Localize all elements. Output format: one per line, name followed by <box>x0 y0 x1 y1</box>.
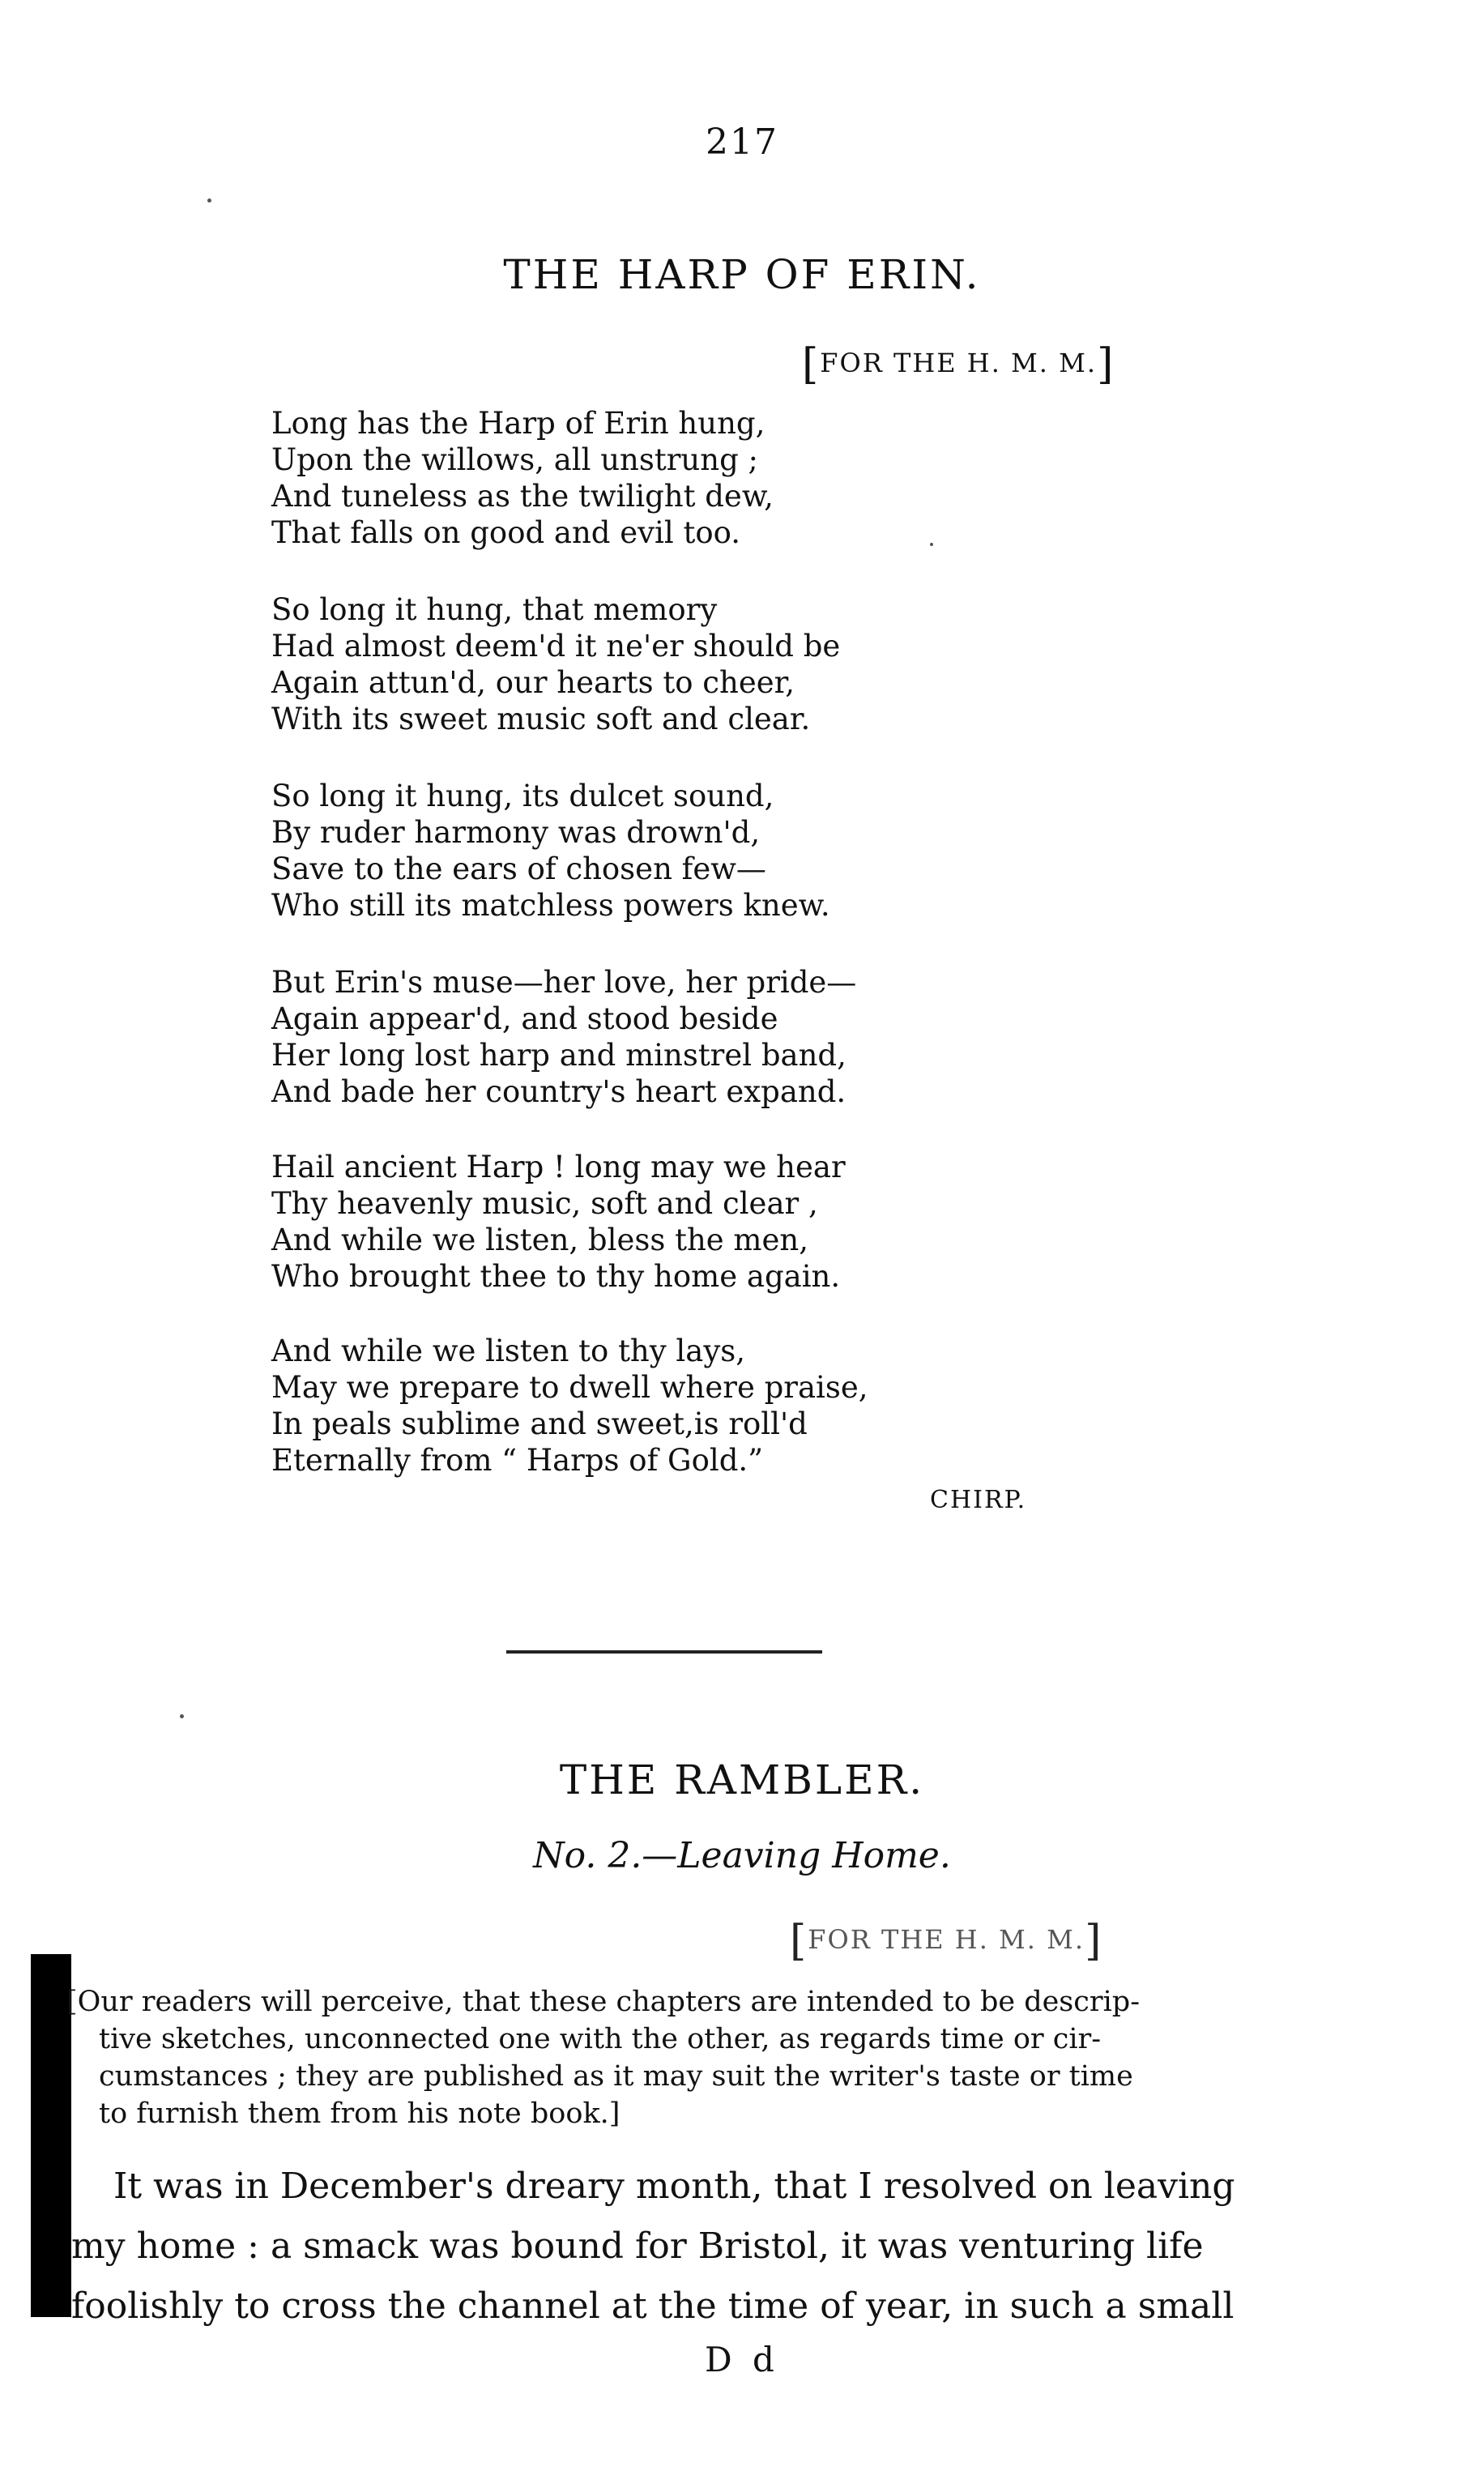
essay-subtitle: No. 2.—Leaving Home. <box>533 1835 951 1876</box>
poem-line: So long it hung, that memory <box>271 592 718 627</box>
stanza-1 <box>271 405 774 551</box>
poem-line: Who still its matchless powers knew. <box>271 888 830 923</box>
page-number: 217 <box>706 122 778 163</box>
stanza-5 <box>271 1149 846 1295</box>
essay-body <box>71 2157 1235 2337</box>
poem-line: Hail ancient Harp ! long may we hear <box>271 1150 846 1184</box>
poem-line: Her long lost harp and minstrel band, <box>271 1038 846 1073</box>
poem-line: And tuneless as the twilight dew, <box>271 479 774 514</box>
poem-line: And bade her country's heart expand. <box>271 1074 846 1109</box>
section-divider <box>506 1650 822 1654</box>
poem-line: May we prepare to dwell where praise, <box>271 1370 868 1405</box>
margin-bar <box>31 1954 71 2317</box>
poem-line: And while we listen, bless the men, <box>271 1223 809 1257</box>
poem-line: Upon the willows, all unstrung ; <box>271 442 758 477</box>
ink-speck <box>180 1714 184 1718</box>
note-line: cumstances ; they are published as it may suit the writer's taste or time <box>99 2060 1133 2093</box>
poem-line: Thy heavenly music, soft and clear , <box>271 1186 818 1221</box>
poem-line: Long has the Harp of Erin hung, <box>271 406 765 441</box>
poem-line: So long it hung, its dulcet sound, <box>271 779 774 813</box>
poem-signature: CHIRP. <box>930 1486 1027 1514</box>
poem-line: Eternally from “ Harps of Gold.” <box>271 1443 764 1478</box>
poem-credit-text: FOR THE H. M. M. <box>820 348 1098 378</box>
poem-line: But Erin's muse—her love, her pride— <box>271 965 857 1000</box>
poem-line: Who brought thee to thy home again. <box>271 1259 841 1294</box>
note-line: to furnish them from his note book.] <box>99 2098 620 2130</box>
poem-line: And while we listen to thy lays, <box>271 1334 745 1368</box>
poem-line: By ruder harmony was drown'd, <box>271 815 761 850</box>
stanza-3 <box>271 778 830 924</box>
poem-credit: [FOR THE H. M. M.] <box>802 340 1115 389</box>
stanza-2 <box>271 591 840 737</box>
poem-line: Had almost deem'd it ne'er should be <box>271 629 841 664</box>
essay-title: THE RAMBLER. <box>559 1756 925 1803</box>
essay-credit-text: FOR THE H. M. M. <box>808 1924 1085 1955</box>
poem-line: Again appear'd, and stood beside <box>271 1001 778 1036</box>
poem-line: That falls on good and evil too. <box>271 515 741 550</box>
stanza-4 <box>271 964 856 1110</box>
note-line: tive sketches, unconnected one with the other, as regards time or cir- <box>99 2023 1102 2055</box>
editorial-note <box>66 1983 1249 2132</box>
signature-mark: D d <box>705 2340 779 2379</box>
poem-line: Save to the ears of chosen few— <box>271 851 766 886</box>
poem-line: Again attun'd, our hearts to cheer, <box>271 665 795 700</box>
ink-speck <box>930 543 933 546</box>
body-line: It was in December's dreary month, that I resolved on leaving <box>113 2166 1235 2207</box>
stanza-6 <box>271 1333 868 1479</box>
poem-line: With its sweet music soft and clear. <box>271 702 811 736</box>
poem-line: In peals sublime and sweet,is roll'd <box>271 1406 808 1441</box>
note-line: [Our readers will perceive, that these chapters are intended to be descrip- <box>66 1986 1141 2018</box>
ink-speck <box>207 198 211 203</box>
essay-credit: [FOR THE H. M. M.] <box>790 1917 1103 1965</box>
body-line: my home : a smack was bound for Bristol, it was venturing life <box>71 2226 1204 2267</box>
poem-title: THE HARP OF ERIN. <box>503 251 981 298</box>
body-line: foolishly to cross the channel at the time of year, in such a small <box>71 2285 1235 2327</box>
